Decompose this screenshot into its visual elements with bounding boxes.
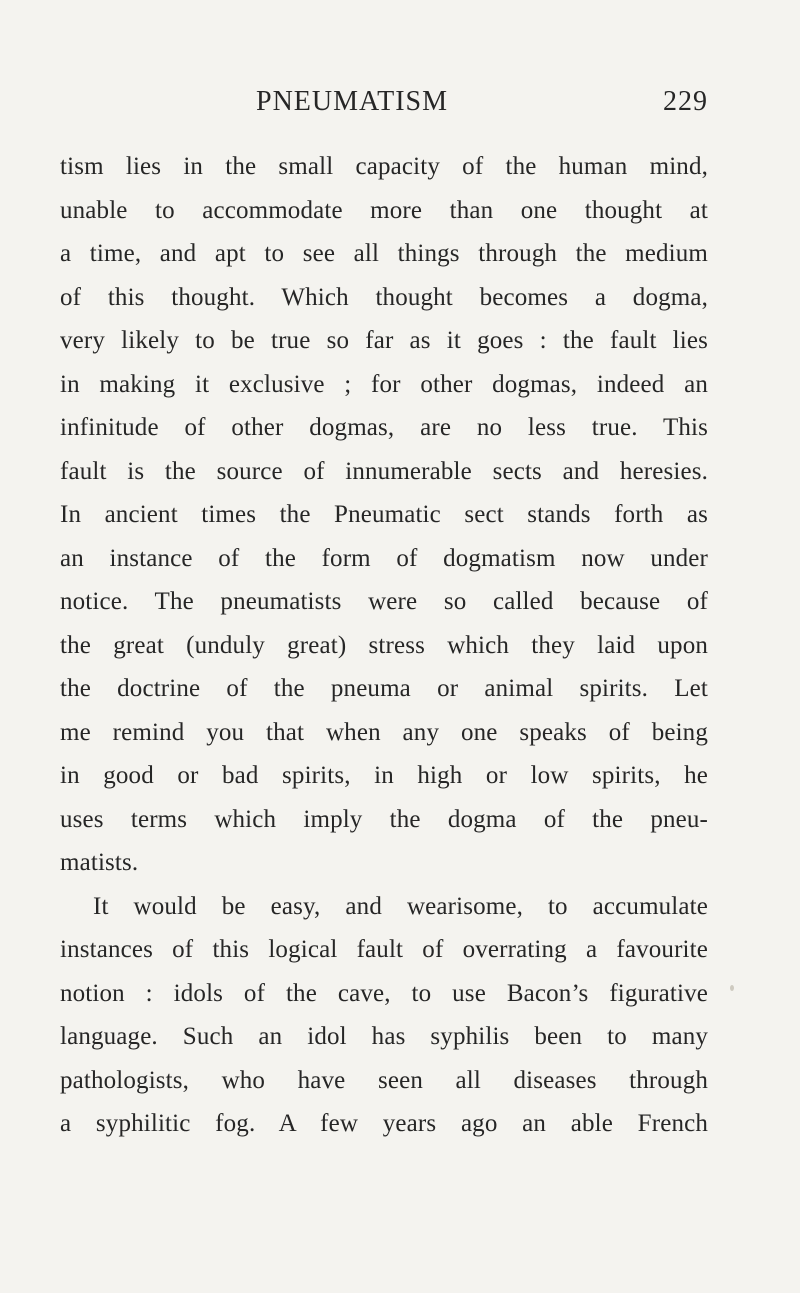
text-line: in good or bad spirits, in high or low spirits, he xyxy=(60,762,708,789)
text-line: unable to accommodate more than one thought at xyxy=(60,196,708,224)
text-line: very likely to be true so far as it goes : the fault lies xyxy=(60,327,708,354)
text-line: me remind you that when any one speaks of being xyxy=(60,718,708,746)
paper-speck xyxy=(730,985,734,991)
body-text xyxy=(60,145,708,1146)
page-number: 229 xyxy=(663,86,708,117)
text-line: pathologists, who have seen all diseases through xyxy=(60,1066,708,1094)
text-line: notion : idols of the cave, to use Bacon’s figurative xyxy=(60,979,708,1007)
text-line: in making it exclusive ; for other dogmas, indeed an xyxy=(60,370,708,398)
text-line: a syphilitic fog. A few years ago an able French xyxy=(60,1110,708,1137)
text-line: notice. The pneumatists were so called because of xyxy=(60,588,708,615)
text-line: tism lies in the small capacity of the human mind, xyxy=(60,153,708,180)
paragraph-end-line: matists. xyxy=(60,849,139,876)
text-line: the doctrine of the pneuma or animal spirits. Let xyxy=(60,675,708,702)
paragraph-start-line: It would be easy, and wearisome, to accumulate xyxy=(93,892,708,920)
text-line: of this thought. Which thought becomes a dogma, xyxy=(60,283,708,311)
text-line: instances of this logical fault of overrating a favourite xyxy=(60,936,708,963)
text-line: the great (unduly great) stress which they laid upon xyxy=(60,631,708,659)
text-line: fault is the source of innumerable sects and heresies. xyxy=(60,457,708,485)
text-line: language. Such an idol has syphilis been to many xyxy=(60,1023,708,1050)
text-line: a time, and apt to see all things through the medium xyxy=(60,240,708,267)
text-line: an instance of the form of dogmatism now under xyxy=(60,544,708,572)
running-head xyxy=(60,86,708,126)
text-line: In ancient times the Pneumatic sect stands forth as xyxy=(60,501,708,528)
text-line: infinitude of other dogmas, are no less true. This xyxy=(60,414,708,441)
running-title: PNEUMATISM xyxy=(256,86,449,117)
text-line: uses terms which imply the dogma of the pneu- xyxy=(60,805,708,833)
